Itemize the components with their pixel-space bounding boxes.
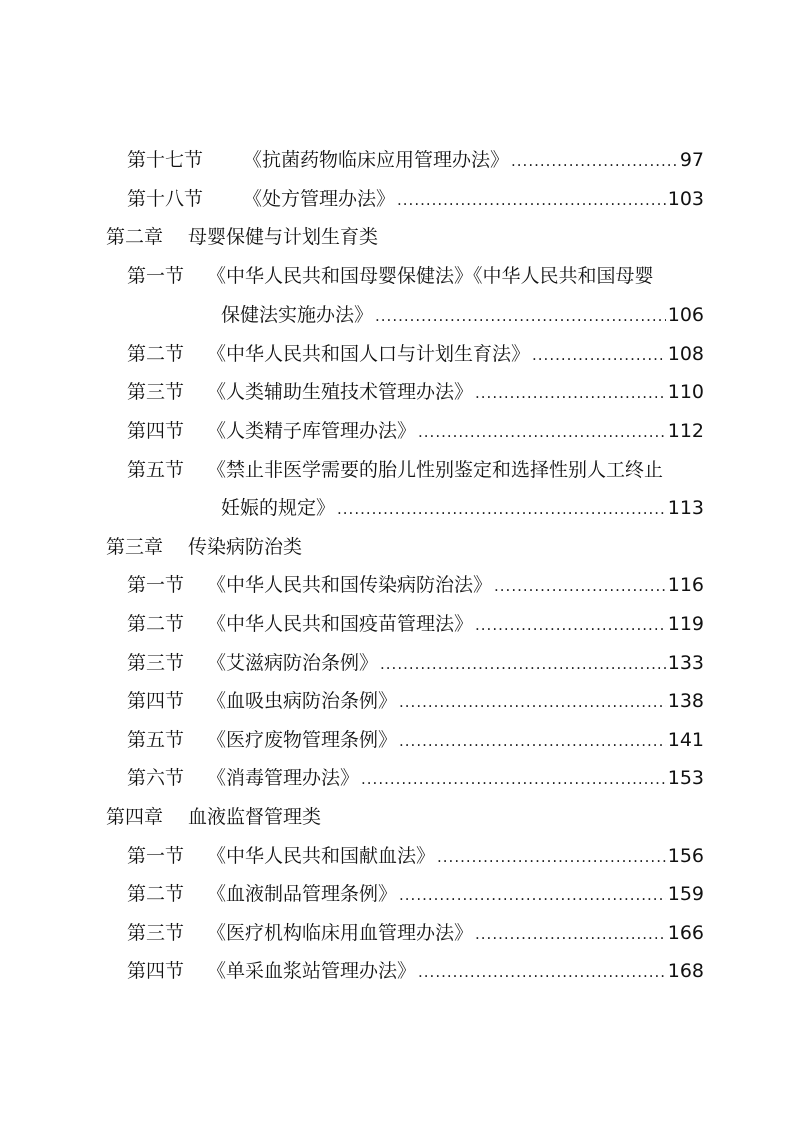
toc-entry[interactable] [127,339,704,369]
dot-leader [511,146,678,176]
dot-leader [399,687,666,717]
section-label: 第三节 [127,381,185,403]
dot-leader [397,185,666,215]
toc-entry[interactable] [127,956,704,986]
section-title: 《医疗废物管理条例》 [207,729,398,751]
toc-entry[interactable] [127,145,704,175]
section-title: 《人类精子库管理办法》 [207,420,417,442]
section-title: 《血吸虫病防治条例》 [207,690,398,712]
dot-leader [399,726,666,756]
section-title: 《消毒管理办法》 [207,767,360,789]
section-label: 第三节 [127,922,185,944]
section-title: 《中华人民共和国人口与计划生育法》 [207,343,531,365]
dot-leader [494,571,666,601]
section-label: 第四节 [127,960,185,982]
toc-entry[interactable] [127,377,704,407]
section-title: 《禁止非医学需要的胎儿性别鉴定和选择性别人工终止 [207,459,664,481]
section-title: 《处方管理办法》 [243,188,396,210]
dot-leader [532,340,666,370]
dot-leader [475,610,666,640]
section-title: 《中华人民共和国献血法》 [207,845,436,867]
section-label: 第二节 [127,613,185,635]
dot-leader [418,417,666,447]
dot-leader [475,919,666,949]
section-label: 第六节 [127,767,185,789]
chapter-heading[interactable] [106,532,704,562]
dot-leader [475,378,666,408]
section-title: 《中华人民共和国疫苗管理法》 [207,613,474,635]
toc-entry[interactable] [127,763,704,793]
section-label: 第二节 [127,343,185,365]
section-label: 第四节 [127,420,185,442]
dot-leader [375,301,666,331]
section-title: 《血液制品管理条例》 [207,883,398,905]
page-number: 110 [667,381,704,403]
chapter-label: 第四章 [106,806,164,828]
dot-leader [437,842,666,872]
page-number: 168 [667,960,704,982]
dot-leader [380,649,666,679]
toc-entry[interactable] [127,184,704,214]
chapter-heading[interactable] [106,222,704,252]
page-number: 133 [667,652,704,674]
section-title: 《医疗机构临床用血管理办法》 [207,922,474,944]
toc-entry[interactable] [127,416,704,446]
page-number: 166 [667,922,704,944]
toc-entry[interactable] [127,455,704,485]
page-number: 108 [667,343,704,365]
toc-entry-continuation[interactable] [221,300,704,330]
chapter-title: 传染病防治类 [188,536,303,558]
section-label: 第十八节 [127,188,204,210]
page-number: 112 [667,420,704,442]
section-label: 第十七节 [127,149,204,171]
toc-entry[interactable] [127,686,704,716]
chapter-label: 第三章 [106,536,164,558]
page-number: 97 [679,149,704,171]
dot-leader [399,880,666,910]
section-title: 《单采血浆站管理办法》 [207,960,417,982]
section-title-continued: 保健法实施办法》 [221,304,374,326]
section-label: 第一节 [127,265,185,287]
page-number: 119 [667,613,704,635]
page-number: 103 [667,188,704,210]
toc-entry[interactable] [127,841,704,871]
page-number: 138 [667,690,704,712]
section-title: 《人类辅助生殖技术管理办法》 [207,381,474,403]
toc-entry[interactable] [127,918,704,948]
chapter-label: 第二章 [106,226,164,248]
section-label: 第三节 [127,652,185,674]
section-label: 第五节 [127,459,185,481]
toc-entry[interactable] [127,725,704,755]
section-title: 《艾滋病防治条例》 [207,652,379,674]
section-title: 《抗菌药物临床应用管理办法》 [243,149,510,171]
section-label: 第五节 [127,729,185,751]
dot-leader [418,957,666,987]
section-label: 第一节 [127,845,185,867]
toc-entry-continuation[interactable] [221,493,704,523]
chapter-title: 母婴保健与计划生育类 [188,226,379,248]
toc-entry[interactable] [127,879,704,909]
dot-leader [337,494,666,524]
page-number: 141 [667,729,704,751]
toc-entry[interactable] [127,261,704,291]
toc-entry[interactable] [127,570,704,600]
page-number: 116 [667,574,704,596]
section-label: 第四节 [127,690,185,712]
section-title-continued: 妊娠的规定》 [221,497,336,519]
page-number: 113 [667,497,704,519]
section-title: 《中华人民共和国母婴保健法》《中华人民共和国母婴 [207,265,654,287]
dot-leader [361,764,666,794]
section-label: 第一节 [127,574,185,596]
chapter-title: 血液监督管理类 [188,806,322,828]
section-title: 《中华人民共和国传染病防治法》 [207,574,493,596]
page-number: 106 [667,304,704,326]
page-number: 159 [667,883,704,905]
chapter-heading[interactable] [106,802,704,832]
toc-entry[interactable] [127,648,704,678]
toc-entry[interactable] [127,609,704,639]
page-number: 153 [667,767,704,789]
section-label: 第二节 [127,883,185,905]
page-number: 156 [667,845,704,867]
